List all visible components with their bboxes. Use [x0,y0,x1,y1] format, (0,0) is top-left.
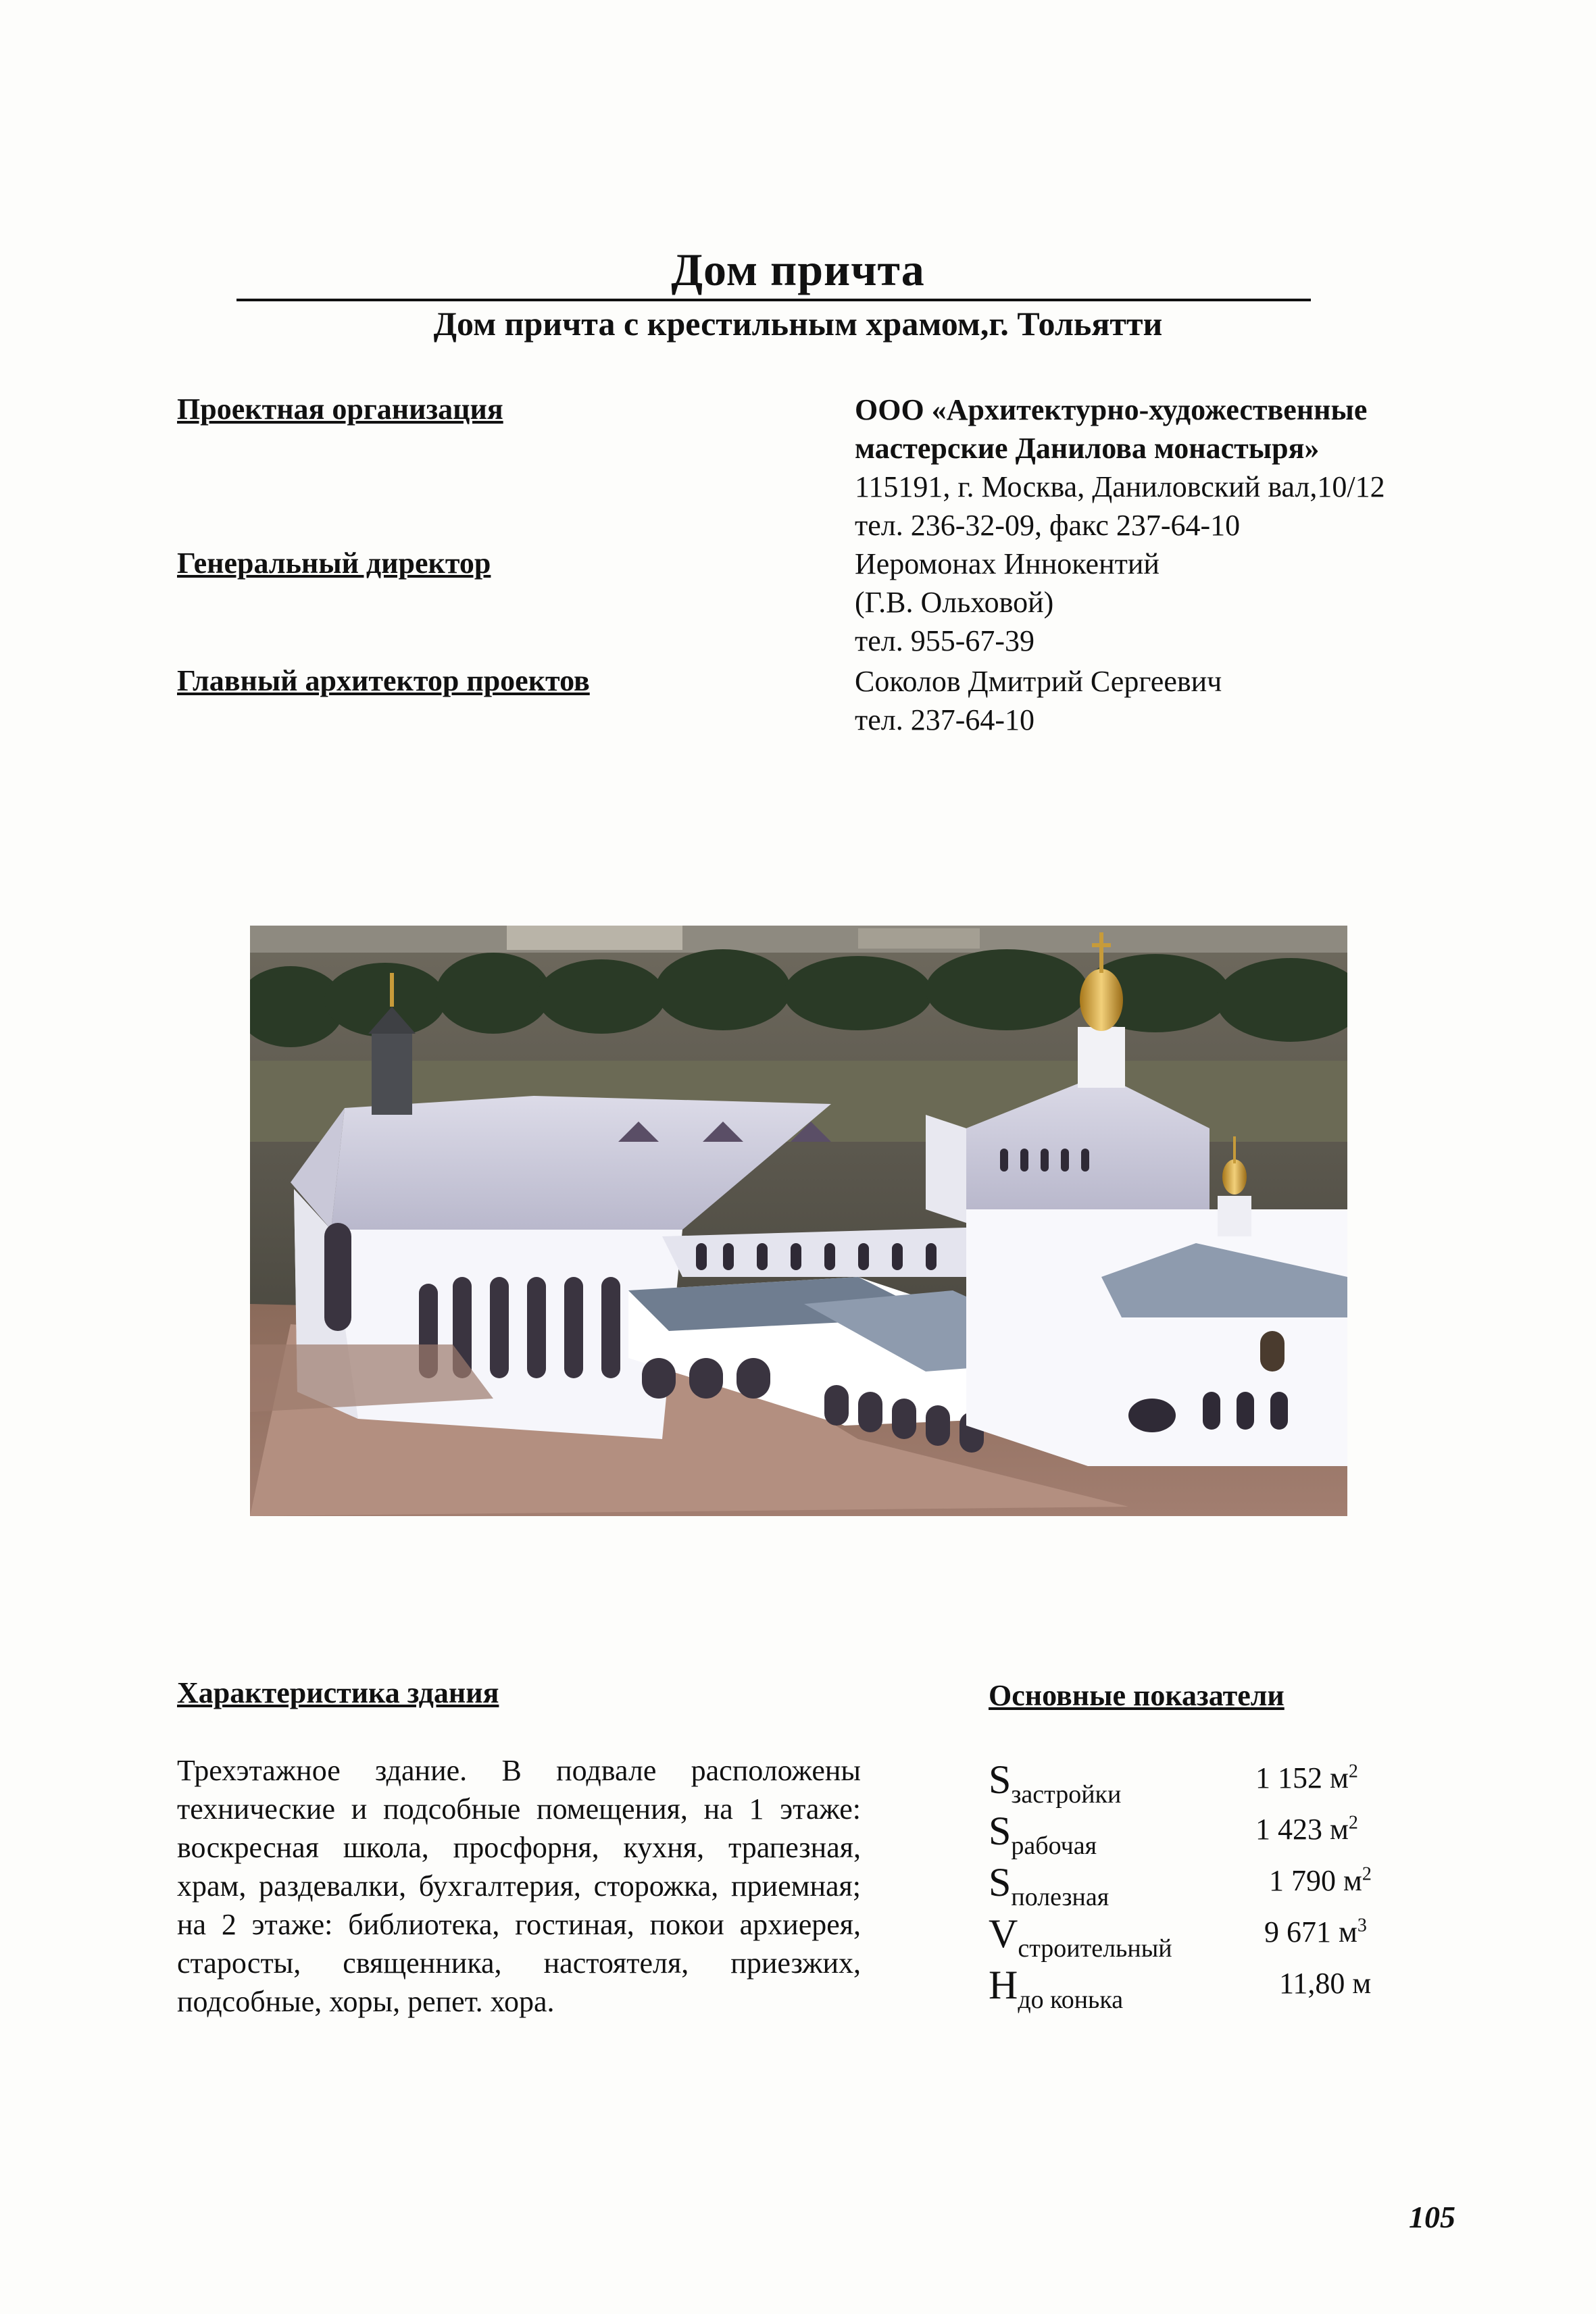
org-name-line1: ООО «Архитектурно-художественные [855,393,1368,426]
page-title: Дом причта [671,244,925,295]
architect-details [855,662,1222,739]
indicator-volume: Vстроительный 9 671 $м^3$ [989,1911,1367,1963]
indicator-area-useful: Sполезная 1 790 $м^2$ [989,1860,1372,1911]
page-subtitle: Дом причта с крестильным храмом,г. Тольятти [433,305,1163,343]
indicator-height: Hдо конька 11,80 м [989,1963,1372,2014]
indicators-heading: Основные показатели [989,1679,1285,1712]
title-rule [236,299,1311,301]
architect-phone: тел. 237-64-10 [855,703,1035,736]
director-label: Генеральный директор [177,547,491,580]
architect-name: Соколов Дмитрий Сергеевич [855,665,1222,698]
director-name-2: (Г.В. Ольховой) [855,586,1054,619]
org-details [855,391,1385,545]
org-phone: тел. 236-32-09, факс 237-64-10 [855,509,1241,542]
indicator-area-built: Sзастройки 1 152 $м^2$ [989,1757,1358,1809]
director-phone: тел. 955-67-39 [855,624,1035,657]
org-label: Проектная организация [177,393,503,426]
org-address: 115191, г. Москва, Даниловский вал,10/12 [855,470,1385,503]
building-photo [250,926,1347,1516]
org-name-line2: мастерские Данилова монастыря» [855,432,1320,465]
architect-label: Главный архитектор проектов [177,664,590,697]
director-name: Иеромонах Иннокентий [855,547,1159,580]
description-text: Трехэтажное здание. В подвале расположены технические и подсобные помещения, на 1 этаже: воскресная школа, просфорня, кухня, трапезная, храм, раздевалки, бухгалтерия, сторожка, приемная; на 2 этаже: библиотека, гостиная, покои архиерея, старосты, священника, настоятеля, приезжих, подсобные, хоры, репет. хора. [177,1754,861,2018]
description-heading: Характеристика здания [177,1676,499,1709]
director-details [855,545,1159,660]
page-number: 105 [1409,2200,1455,2234]
building-photo-illustration [250,926,1347,1516]
indicator-area-working: Sрабочая 1 423 $м^2$ [989,1809,1358,1860]
